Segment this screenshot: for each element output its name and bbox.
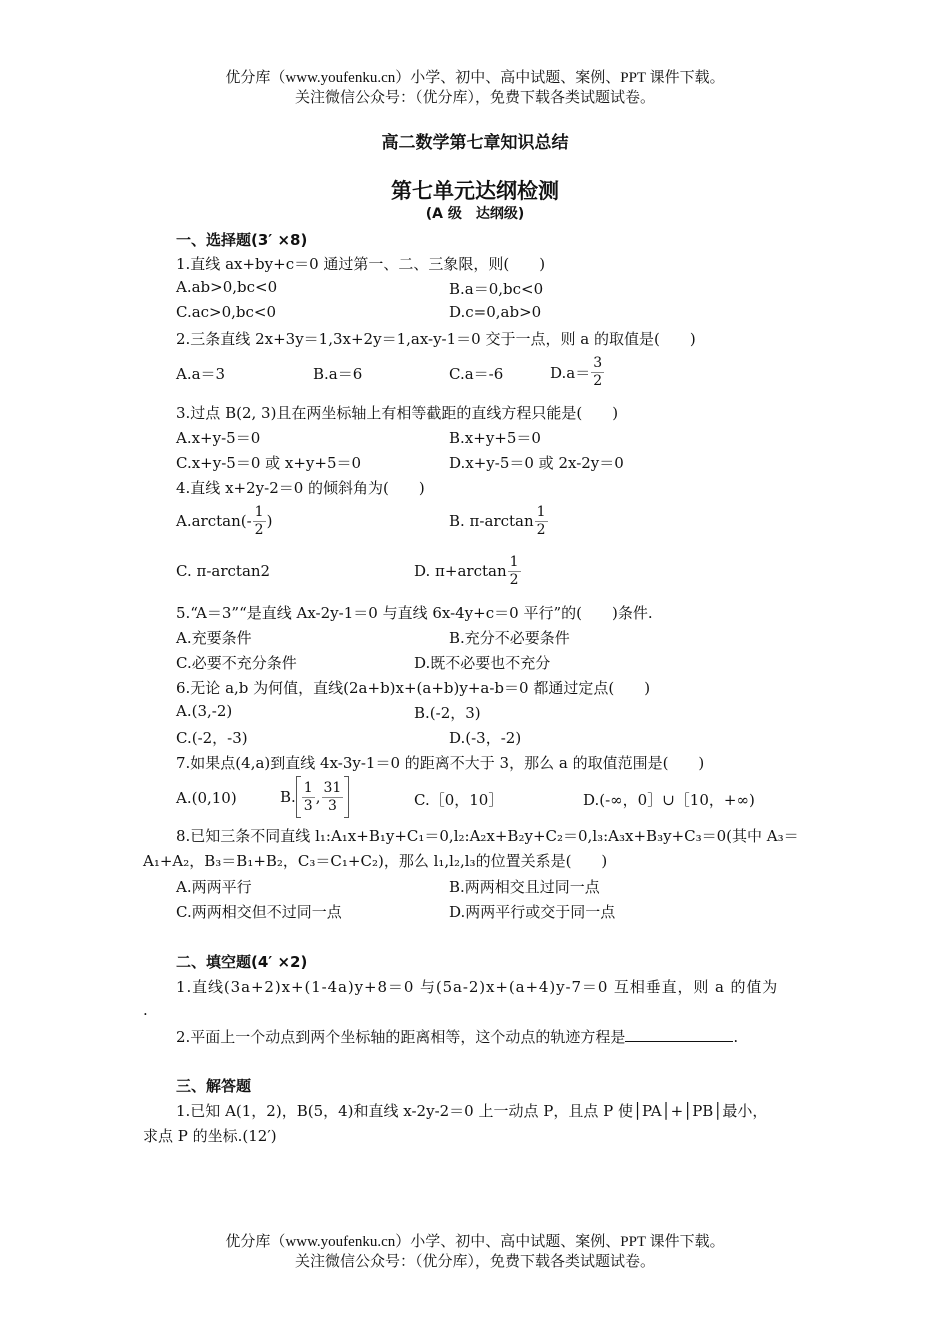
q2-option-a: A.a＝3 [176, 365, 226, 383]
q3-option-c: C.x+y-5＝0 或 x+y+5＝0 [176, 454, 362, 472]
q3-option-d: D.x+y-5＝0 或 2x-2y＝0 [449, 454, 624, 472]
q2-fraction [591, 355, 604, 390]
q5-option-c: C.必要不充分条件 [176, 654, 297, 672]
q2-stem: 2.三条直线 2x+3y＝1,3x+2y＝1,ax-y-1＝0 交于一点，则 a 的取值是( ) [176, 330, 696, 348]
interval-separator: , [315, 788, 321, 806]
footer-line-1: 优分库（www.youfenku.cn）小学、初中、高中试题、案例、PPT 课件下载。 [225, 1234, 725, 1250]
unit-title: 第七单元达纲检测 [391, 179, 559, 203]
q4-option-c: C. π-arctan2 [176, 562, 271, 580]
q6-option-c: C.(-2，-3) [176, 729, 248, 747]
q7-option-c: C.［0，10］ [414, 791, 504, 809]
fraction-numerator: 3 [593, 354, 603, 371]
q5-option-b: B.充分不必要条件 [449, 629, 570, 647]
fraction-numerator: 31 [323, 779, 342, 796]
q4-option-d-prefix: D. π+arctan [414, 562, 507, 580]
document-title: 高二数学第七章知识总结 [381, 133, 569, 153]
q4-a-fraction [253, 504, 266, 539]
section-1-heading: 一、选择题(3′ ×8) [176, 231, 308, 249]
q3-stem: 3.过点 B(2, 3)且在两坐标轴上有相等截距的直线方程只能是( ) [176, 404, 619, 422]
header-line-2: 关注微信公众号：（优分库），免费下载各类试题试卷。 [294, 90, 655, 106]
fraction-numerator: 1 [509, 553, 519, 570]
fraction-denominator: 2 [509, 571, 519, 588]
q7-option-b-prefix: B. [280, 788, 296, 806]
fraction-denominator: 2 [536, 521, 546, 538]
q1-option-c: C.ac>0,bc<0 [176, 303, 277, 321]
q4-option-b [449, 499, 549, 543]
q4-option-a-suffix: ) [266, 512, 273, 530]
q4-option-a-prefix: A.arctan(- [176, 512, 252, 530]
fraction-denominator: 3 [327, 797, 337, 814]
q7-closed-interval [296, 776, 350, 818]
q5-option-a: A.充要条件 [176, 629, 252, 647]
q4-d-fraction [508, 554, 521, 589]
q8-option-c: C.两两相交但不过同一点 [176, 903, 342, 921]
q6-option-d: D.(-3，-2) [449, 729, 522, 747]
q1-option-d: D.c=0,ab>0 [449, 303, 542, 321]
q4-option-b-prefix: B. π-arctan [449, 512, 534, 530]
q8-option-d: D.两两平行或交于同一点 [449, 903, 616, 921]
fill-q2-text: 2.平面上一个动点到两个坐标轴的距离相等，这个动点的轨迹方程是 [176, 1028, 626, 1046]
q4-stem: 4.直线 x+2y-2＝0 的倾斜角为( ) [176, 479, 425, 497]
q4-b-fraction [535, 504, 548, 539]
q8-option-b: B.两两相交且过同一点 [449, 878, 600, 896]
fraction-denominator: 3 [303, 797, 313, 814]
q3-option-b: B.x+y+5＝0 [449, 429, 541, 447]
level-label: (A 级 达纲级) [425, 206, 525, 222]
fraction-denominator: 2 [254, 521, 264, 538]
q8-line-2: A₁+A₂，B₃＝B₁+B₂，C₃＝C₁+C₂)，那么 l₁,l₂,l₃的位置关系是( ) [143, 852, 608, 870]
fraction-denominator: 2 [593, 372, 603, 389]
answer-blank[interactable] [625, 1029, 733, 1042]
q2-option-b: B.a＝6 [313, 365, 363, 383]
fill-q1-line-1: 1.直线(3a+2)x+(1-4a)y+8＝0 与(5a-2)x+(a+4)y-7＝0 互相垂直，则 a 的值为 [176, 978, 779, 996]
q1-option-a: A.ab>0,bc<0 [176, 278, 278, 296]
section-3-heading: 三、解答题 [176, 1077, 252, 1095]
q2-option-c: C.a＝-6 [449, 365, 504, 383]
q7-stem: 7.如果点(4,a)到直线 4x-3y-1＝0 的距离不大于 3，那么 a 的取值范围是( ) [176, 754, 705, 772]
q7-fraction-1 [302, 780, 315, 815]
fill-q2 [176, 1026, 738, 1047]
fraction-numerator: 1 [303, 779, 313, 796]
q1-stem: 1.直线 ax+by+c＝0 通过第一、二、三象限，则( ) [176, 255, 546, 273]
left-bracket [296, 776, 301, 818]
q5-option-d: D.既不必要也不充分 [414, 654, 551, 672]
q1-option-b: B.a＝0,bc<0 [449, 280, 544, 298]
header-line-1: 优分库（www.youfenku.cn）小学、初中、高中试题、案例、PPT 课件下载。 [225, 70, 725, 86]
fraction-numerator: 1 [254, 503, 264, 520]
fill-q2-end: . [733, 1028, 739, 1046]
q6-option-b: B.(-2，3) [414, 704, 481, 722]
solve-q1-line-2: 求点 P 的坐标.(12′) [143, 1127, 277, 1145]
q4-option-a [176, 499, 272, 543]
q2-option-d-prefix: D.a＝ [550, 363, 591, 382]
q7-option-d: D.(-∞，0］∪［10，+∞) [583, 791, 755, 809]
q8-line-1: 8.已知三条不同直线 l₁:A₁x+B₁y+C₁＝0,l₂:A₂x+B₂y+C₂＝0,l₃:A₃x+B₃y+C₃＝0(其中 A₃＝ [176, 827, 799, 845]
q6-option-a: A.(3,-2) [176, 702, 233, 720]
fraction-numerator: 1 [536, 503, 546, 520]
section-2-heading: 二、填空题(4′ ×2) [176, 953, 308, 971]
q2-option-d [550, 350, 605, 394]
q4-option-d [414, 549, 522, 593]
footer-line-2: 关注微信公众号：（优分库），免费下载各类试题试卷。 [294, 1254, 655, 1270]
q7-option-b [280, 774, 349, 820]
right-bracket [344, 776, 349, 818]
solve-q1-line-1: 1.已知 A(1，2)，B(5，4)和直线 x-2y-2＝0 上一动点 P，且点 P 使│PA│+│PB│最小， [176, 1102, 768, 1120]
q6-stem: 6.无论 a,b 为何值，直线(2a+b)x+(a+b)y+a-b＝0 都通过定点( ) [176, 679, 651, 697]
fill-q1-line-2: . [143, 1001, 148, 1019]
q5-stem: 5.“A＝3”“是直线 Ax-2y-1＝0 与直线 6x-4y+c＝0 平行”的( )条件. [176, 604, 653, 622]
q7-fraction-2 [322, 780, 344, 815]
q7-option-a: A.(0,10) [176, 789, 237, 807]
q3-option-a: A.x+y-5＝0 [176, 429, 261, 447]
q8-option-a: A.两两平行 [176, 878, 252, 896]
